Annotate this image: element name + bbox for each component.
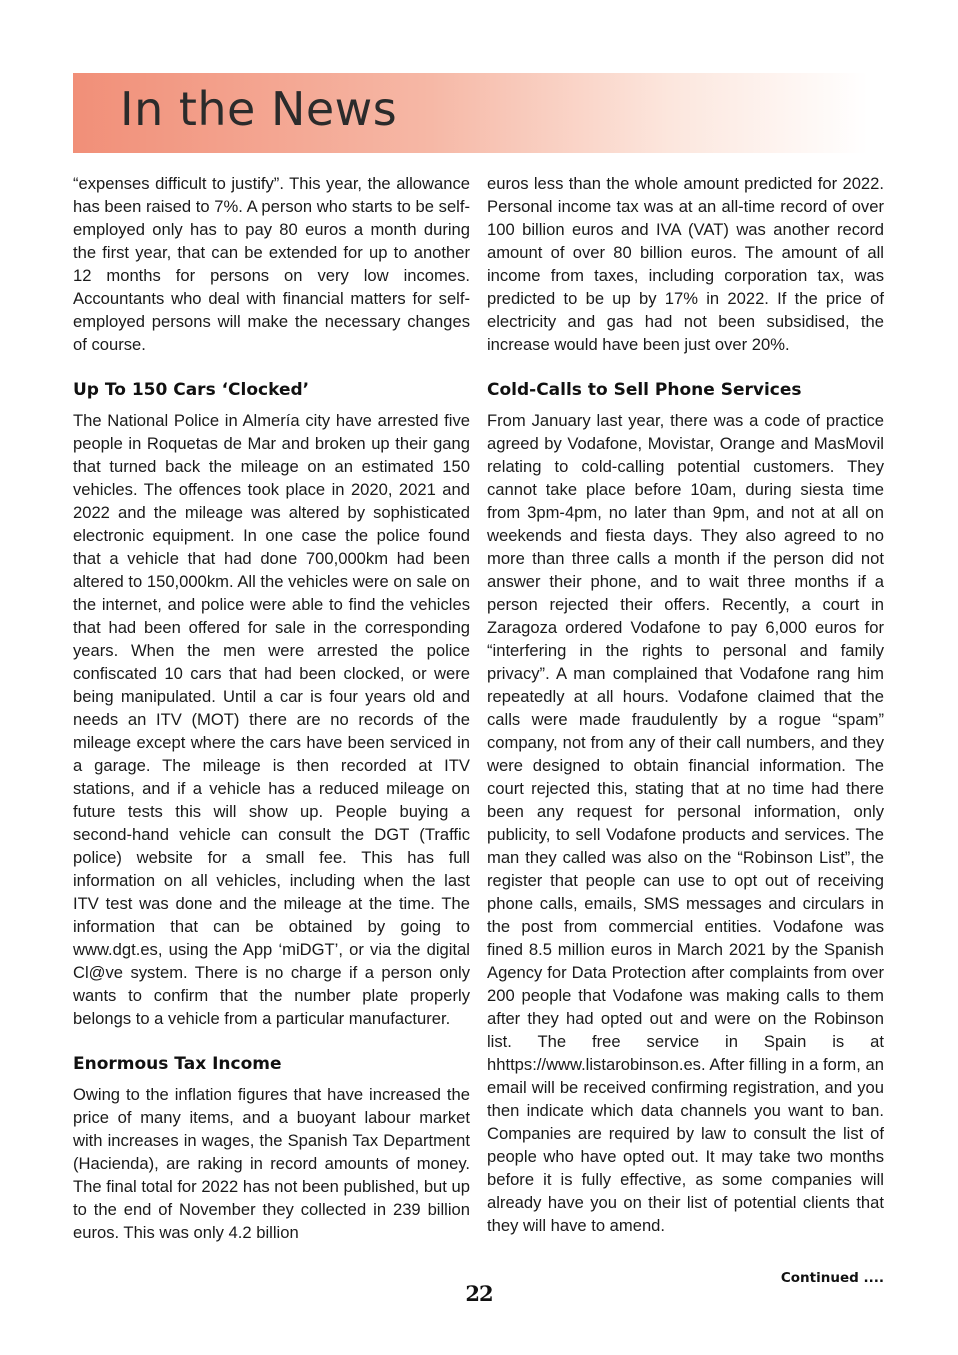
section-banner bbox=[73, 73, 868, 153]
cars-clocked-heading: Up To 150 Cars ‘Clocked’ bbox=[73, 380, 310, 400]
page-number: 22 bbox=[465, 1281, 493, 1306]
tax-income-continuation: euros less than the whole amount predicted for 2022. Personal income tax was at an all-time record of over 100 billion euros and IVA (VAT) was another record amount of over 80 billion euros. The amount of all income from taxes, including corporation tax, was predicted to be up by 17% in 2022. If the price of electricity and gas had not been subsidised, the increase would have been just over 20%. bbox=[487, 174, 884, 354]
continued-label: Continued .... bbox=[780, 1270, 884, 1286]
left-column bbox=[73, 172, 470, 1244]
tax-income-heading: Enormous Tax Income bbox=[73, 1054, 282, 1074]
page-title: In the News bbox=[120, 82, 398, 136]
cars-clocked-body: The National Police in Almería city have arrested five people in Roquetas de Mar and broken up their gang that turned back the mileage on an estimated 150 vehicles. The offences took place in 2020, 2021 and 2022 and the mileage was altered by sophisticated electronic equipment. In one case the police found that a vehicle that had done 700,000km had been altered to 150,000km. All the vehicles were on sale on the internet, and police were able to find the vehicles that had been offered for sale in the corresponding years. When the men were arrested the police confiscated 10 cars that had been clocked, or were being manipulated. Until a car is four years old and needs an ITV (MOT) there are no records of the mileage except where the cars have been serviced in a garage. The mileage is then recorded at ITV stations, and if a vehicle has a reduced mileage on future tests this will show up. People buying a second-hand vehicle can consult the DGT (Traffic police) website for a small fee. This has full information on all vehicles, including when the last ITV test was done and the mileage at the time. The information that can be obtained by going to www.dgt.es, using the App ‘miDGT’, or via the digital Cl@ve system. There is no charge if a person only wants to confirm that the number plate properly belongs to a vehicle from a particular manufacturer. bbox=[73, 411, 470, 1028]
cold-calls-heading: Cold-Calls to Sell Phone Services bbox=[487, 380, 802, 400]
article-continuation: “expenses difficult to justify”. This year, the allowance has been raised to 7%. A person who starts to be self-employed only has to pay 80 euros a month during the first year, that can be extended for up to another 12 months for persons on very low incomes. Accountants who deal with financial matters for self-employed persons will make the necessary changes of course. bbox=[73, 174, 470, 354]
right-column bbox=[487, 172, 884, 1237]
tax-income-body: Owing to the inflation figures that have increased the price of many items, and a buoyant labour market with increases in wages, the Spanish Tax Department (Hacienda), are raking in record amounts of money. The final total for 2022 has not been published, but up to the end of November they collected in 239 billion euros. This was only 4.2 billion bbox=[73, 1085, 470, 1242]
cold-calls-body: From January last year, there was a code of practice agreed by Vodafone, Movistar, Orange and MasMovil relating to cold-calling potential customers. They cannot take place before 10am, during siesta time from 3pm-4pm, no later than 9pm, and not at all on weekends and fiesta days. They also agreed to no more than three calls a month if the person did not answer their phone, and to wait three months if a person rejected their offers. Recently, a court in Zaragoza ordered Vodafone to pay 6,000 euros for “interfering in the rights to personal and family privacy”. A man complained that Vodafone rang him repeatedly at all hours. Vodafone claimed that the calls were made fraudulently by a rogue “spam” company, not from any of their call numbers, and they were designed to obtain financial information. The court rejected this, stating that at no time had there been any request for personal information, only publicity, to sell Vodafone products and services. The man they called was also on the “Robinson List”, the register that people can use to opt out of receiving phone calls, emails, SMS messages and circulars in the post from commercial entities. Vodafone was fined 8.5 million euros in March 2021 by the Spanish Agency for Data Protection after complaints from over 200 people that Vodafone was making calls to them after they had opted out and were on the Robinson list. The free service in Spain is at hhttps://www.listarobinson.es. After filling in a form, an email will be received confirming registration, and you then indicate which data channels you want to ban. Companies are required by law to consult the list of people who have opted out. It may take two months before it is fully effective, as some companies will already have you on their list of potential clients that they will have to amend. bbox=[487, 411, 884, 1235]
